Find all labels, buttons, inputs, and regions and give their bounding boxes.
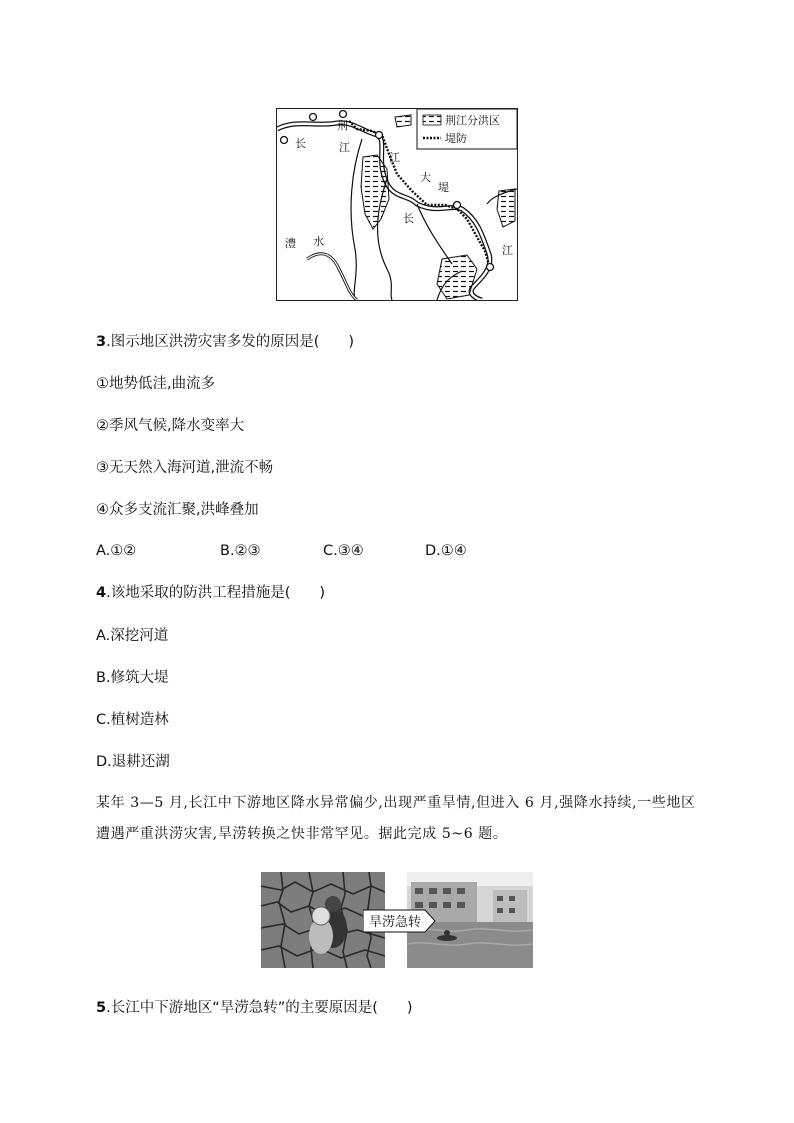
flood-zone-main [361,155,389,229]
question-3-statement-1: ①地势低洼,曲流多 [96,376,216,392]
question-3-option-b[interactable]: B.②③ [220,543,261,559]
question-4-option-a[interactable]: A.深挖河道 [96,628,169,644]
question-3-statement-3: ③无天然入海河道,泄流不畅 [96,460,274,476]
banner-text: 旱涝急转 [369,915,422,930]
map-label-li: 澧 [285,237,296,250]
legend-flood-zone-label: 荆江分洪区 [445,114,500,127]
map-label-shui: 水 [313,235,324,248]
map-label-jing: 荆 [337,119,348,132]
flood-zone-right [497,189,515,227]
map-label-di: 堤 [438,181,449,194]
legend-levee-label: 堤防 [445,132,467,145]
map-label-jiang-3: 江 [502,244,513,257]
question-3-title: 3.图示地区洪涝灾害多发的原因是( ) [96,334,355,350]
reading-passage: 某年 3—5 月,长江中下游地区降水异常偏少,出现严重旱情,但进入 6 月,强降水持续,一些地区遭遇严重洪涝灾害,旱涝转换之快非常罕见。据此完成 5~6 题。 [96,795,696,842]
drought-flood-banner [363,909,427,933]
map-label-jiang: 江 [339,141,350,154]
question-3-option-d[interactable]: D.①④ [425,543,467,559]
map-label-jiang-2: 江 [389,151,400,164]
question-3-option-c[interactable]: C.③④ [323,543,364,559]
question-3-statement-2: ②季风气候,降水变率大 [96,418,245,434]
question-5-title: 5.长江中下游地区“旱涝急转”的主要原因是( ) [96,1000,413,1016]
drought-flood-photos [261,872,533,968]
map-label-chang-2: 长 [403,212,414,225]
map-label-chang: 长 [295,137,306,150]
question-4-title: 4.该地采取的防洪工程措施是( ) [96,585,326,601]
question-3-option-a[interactable]: A.①② [96,543,137,559]
question-4-option-d[interactable]: D.退耕还湖 [96,754,170,770]
question-3-statement-4: ④众多支流汇聚,洪峰叠加 [96,502,259,518]
map-label-da: 大 [420,171,431,184]
question-4-option-b[interactable]: B.修筑大堤 [96,670,169,686]
question-4-option-c[interactable]: C.植树造林 [96,712,169,728]
flood-map-figure [276,108,518,301]
